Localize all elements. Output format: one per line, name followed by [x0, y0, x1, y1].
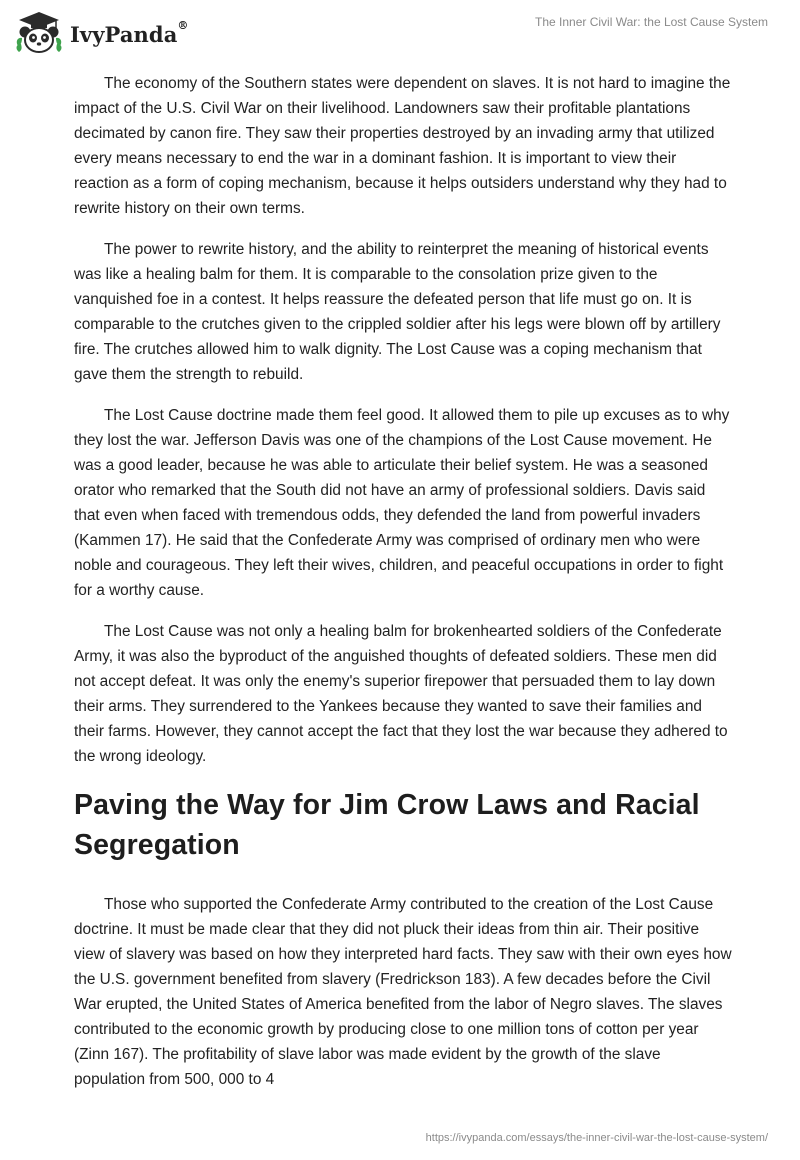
essay-body [74, 71, 734, 1108]
page-header [0, 0, 800, 60]
paragraph: The power to rewrite history, and the ability to reinterpret the meaning of historical events was like a healing balm for them. It is comparable to the consolation prize given to the vanquished foe in a contest. It helps reassure the defeated person that life must go on. It is comparable to the crutches given to the crippled soldier after his legs were blown off by artillery fire. The crutches allowed him to walk dignity. The Lost Cause was a coping mechanism that gave them the strength to rebuild. [74, 241, 721, 383]
paragraph: The Lost Cause doctrine made them feel good. It allowed them to pile up excuses as to why they lost the war. Jefferson Davis was one of the champions of the Lost Cause movement. He was a good leader, because he was able to articulate their belief system. He was a seasoned orator who remarked that the South did not have an army of professional soldiers. Davis said that even when faced with tremendous odds, they defended the land from powerful invaders (Kammen 17). He said that the Confederate Army was comprised of ordinary men who were noble and courageous. They left their wives, children, and peaceful occupations in order to fight for a worthy cause. [74, 407, 730, 599]
source-url[interactable]: https://ivypanda.com/essays/the-inner-civil-war-the-lost-cause-system/ [425, 1132, 768, 1144]
paragraph: The economy of the Southern states were dependent on slaves. It is not hard to imagine the impact of the U.S. Civil War on their livelihood. Landowners saw their profitable plantations decimated by canon fire. They saw their properties destroyed by an invading army that utilized every means necessary to end the war in a dominant fashion. It is important to view their reaction as a form of coping mechanism, because it helps outsiders understand why they had to rewrite history on their own terms. [74, 75, 731, 217]
panda-graduate-icon [14, 10, 64, 54]
paragraph: The Lost Cause was not only a healing balm for brokenhearted soldiers of the Confederate Army, it was also the byproduct of the anguished thoughts of defeated soldiers. These men did not accept defeat. It was only the enemy's superior firepower that persuaded them to lay down their arms. They surrendered to the Yankees because they wanted to save their families and their farms. However, they cannot accept the fact that they lost the war because they adhered to the wrong ideology. [74, 623, 728, 765]
document-title: The Inner Civil War: the Lost Cause System [535, 15, 768, 29]
logo-wordmark: IvyPanda® [70, 18, 189, 47]
section-heading: Paving the Way for Jim Crow Laws and Racial Segregation [74, 789, 700, 861]
paragraph: Those who supported the Confederate Army contributed to the creation of the Lost Cause doctrine. It must be made clear that they did not pluck their ideas from thin air. Their positive view of slavery was based on how they interpreted hard facts. They saw with their own eyes how the U.S. government benefited from slavery (Fredrickson 183). A few decades before the Civil War erupted, the United States of America benefited from the labor of Negro slaves. The slaves contributed to the economic growth by producing close to one million tons of cotton per year (Zinn 167). The profitability of slave labor was made evident by the growth of the slave population from 500, 000 to 4 [74, 896, 732, 1088]
ivypanda-logo[interactable] [14, 10, 189, 54]
registered-mark: ® [177, 18, 189, 32]
